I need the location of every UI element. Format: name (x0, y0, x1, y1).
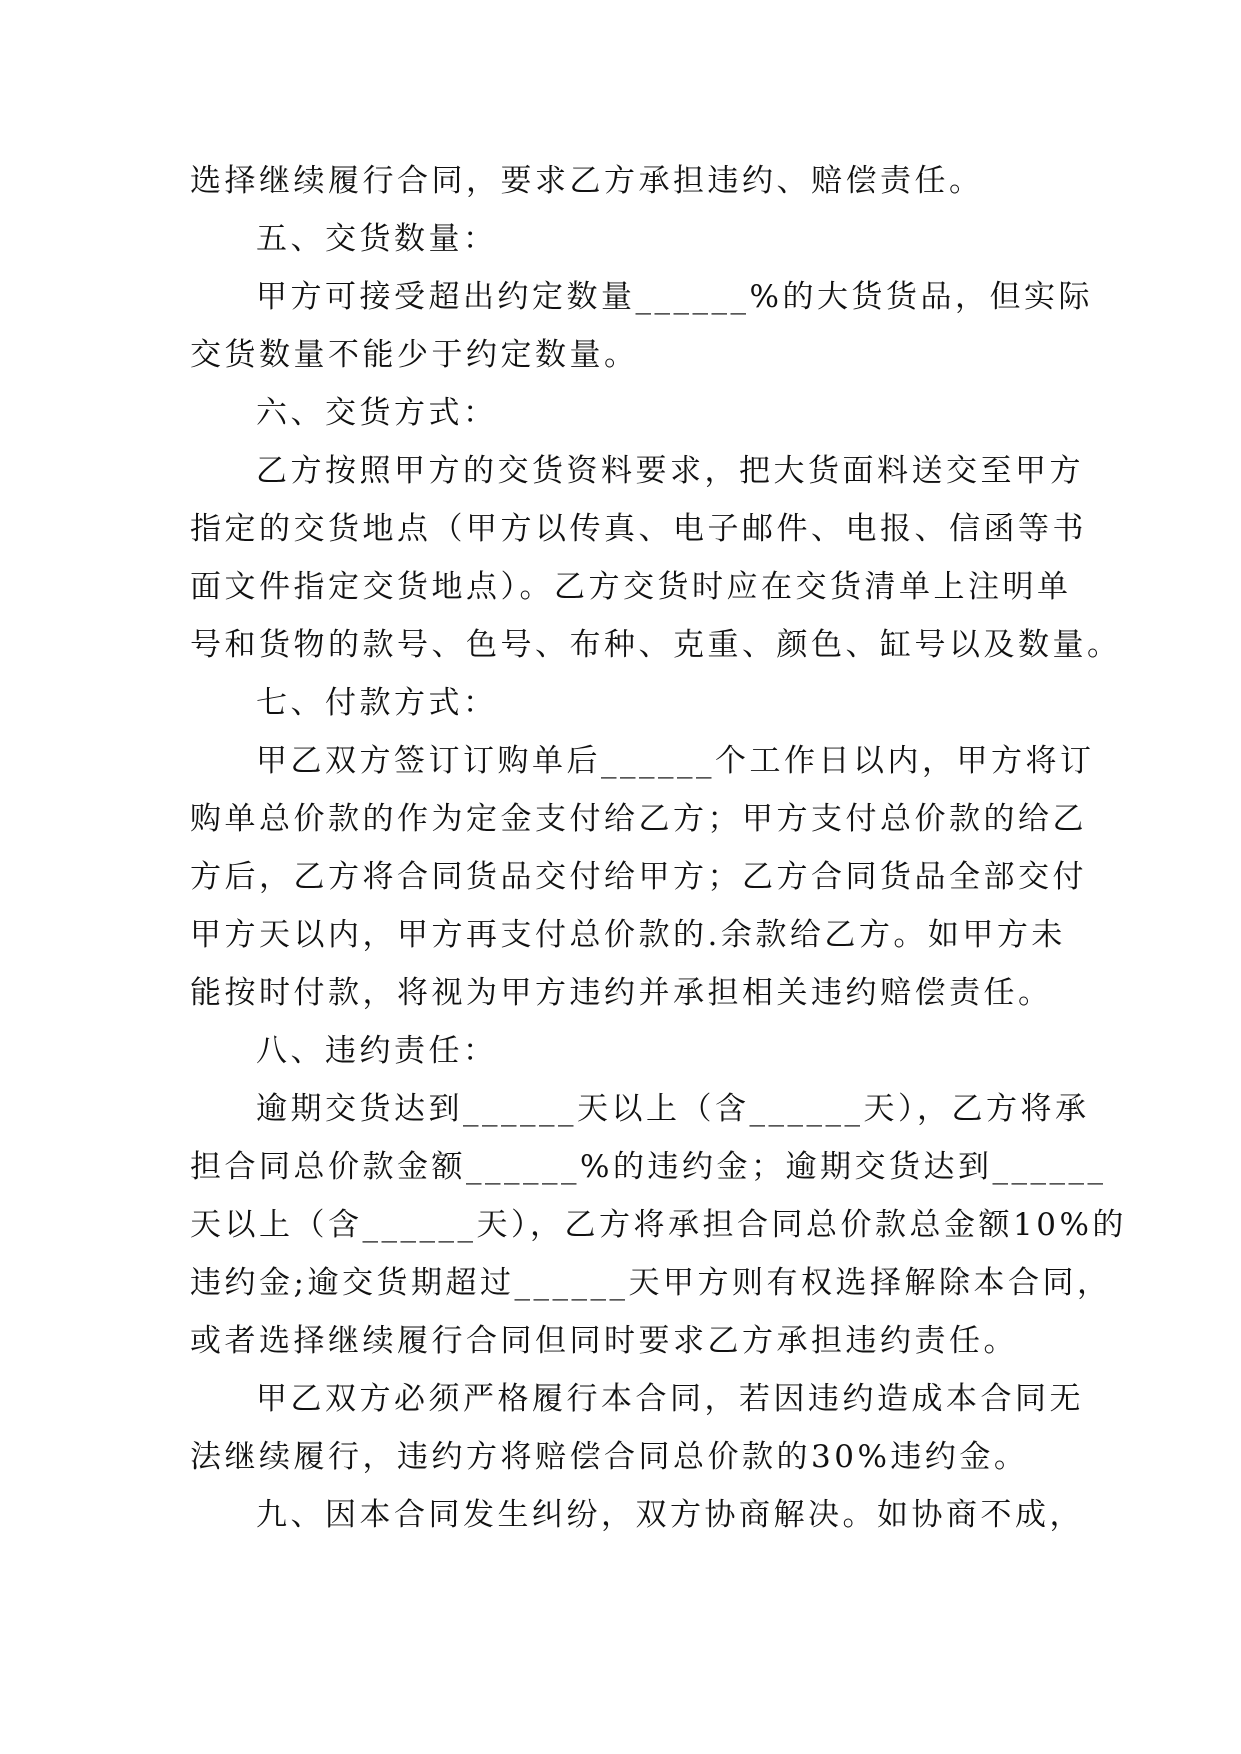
text-line: 方后，乙方将合同货品交付给甲方；乙方合同货品全部交付 (190, 859, 1087, 895)
section-heading: 八、违约责任： (256, 1033, 498, 1069)
text-line: 法继续履行，违约方将赔偿合同总价款的30%违约金。 (190, 1439, 1029, 1475)
text-line: 购单总价款的作为定金支付给乙方；甲方支付总价款的给乙 (190, 801, 1087, 837)
text-line: 甲方可接受超出约定数量______%的大货货品，但实际 (256, 279, 1093, 315)
text-line: 指定的交货地点（甲方以传真、电子邮件、电报、信函等书 (190, 511, 1087, 547)
text-line: 或者选择继续履行合同但同时要求乙方承担违约责任。 (190, 1323, 1018, 1359)
text-line: 甲乙双方必须严格履行本合同，若因违约造成本合同无 (256, 1381, 1084, 1417)
document-body (190, 152, 1127, 1544)
text-line: 逾期交货达到______天以上（含______天），乙方将承 (256, 1091, 1090, 1127)
text-line: 面文件指定交货地点）。乙方交货时应在交货清单上注明单 (190, 569, 1072, 605)
text-line: 交货数量不能少于约定数量。 (190, 337, 639, 373)
section-heading: 七、付款方式： (256, 685, 498, 721)
text-line: 号和货物的款号、色号、布种、克重、颜色、缸号以及数量。 (190, 627, 1122, 663)
text-line: 天以上（含______天），乙方将承担合同总价款总金额10%的 (190, 1207, 1127, 1243)
section-heading: 五、交货数量： (256, 221, 498, 257)
text-line: 能按时付款，将视为甲方违约并承担相关违约赔偿责任。 (190, 975, 1053, 1011)
text-line: 甲方天以内，甲方再支付总价款的.余款给乙方。如甲方未 (190, 917, 1066, 953)
text-line: 担合同总价款金额______%的违约金；逾期交货达到______ (190, 1149, 1107, 1185)
text-line: 乙方按照甲方的交货资料要求，把大货面料送交至甲方 (256, 453, 1084, 489)
section-heading: 九、因本合同发生纠纷，双方协商解决。如协商不成， (256, 1497, 1084, 1533)
text-line: 甲乙双方签订订购单后______个工作日以内，甲方将订 (256, 743, 1095, 779)
text-line: 选择继续履行合同，要求乙方承担违约、赔偿责任。 (190, 163, 984, 199)
section-heading: 六、交货方式： (256, 395, 498, 431)
text-line: 违约金;逾交货期超过______天甲方则有权选择解除本合同， (190, 1265, 1112, 1301)
